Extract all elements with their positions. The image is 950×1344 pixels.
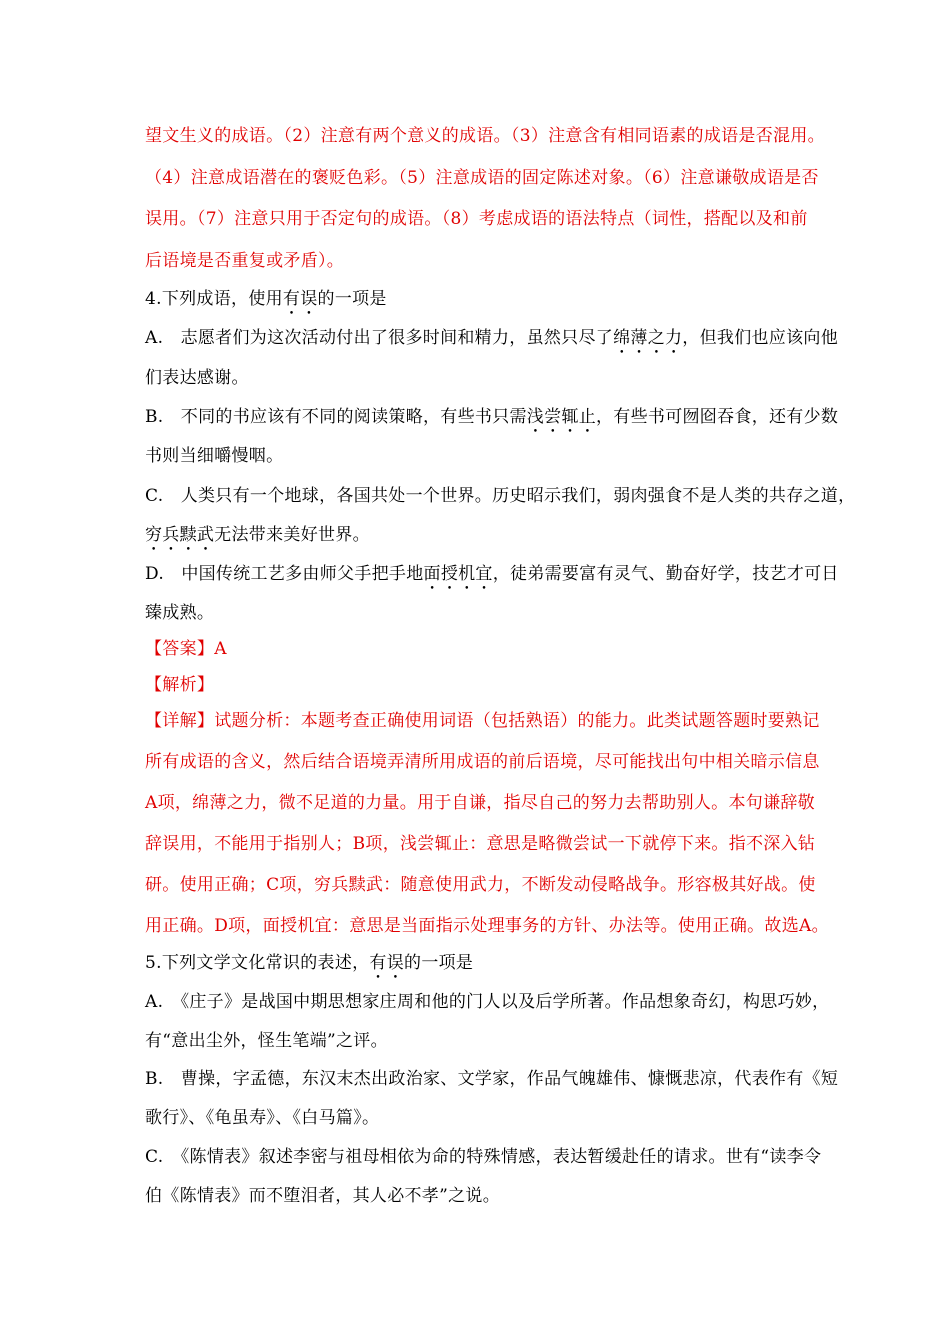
- q5-stem-emphasis: 有误: [369, 953, 405, 973]
- q5-stem-text-end: 的一项是: [404, 953, 474, 973]
- q4-c-text-end: 无法带来美好世界。: [214, 525, 370, 545]
- q4-stem-text-end: 的一项是: [317, 289, 387, 309]
- q4-detail-line-6: 用正确。D项，面授机宜：意思是当面指示处理事务的方针、办法等。使用正确。故选A。: [145, 916, 829, 936]
- q4-option-b-line-2: 书则当细嚼慢咽。: [145, 446, 284, 466]
- analysis-line-2: （4）注意成语潜在的褒贬色彩。（5）注意成语的固定陈述对象。（6）注意谦敬成语是否: [145, 168, 819, 188]
- q4-detail-line-2: 所有成语的含义，然后结合语境弄清所用成语的前后语境，尽可能找出句中相关暗示信息: [145, 752, 820, 772]
- q5-stem-text: 5.下列文学文化常识的表述，: [145, 953, 370, 973]
- q4-stem-emphasis: 有误: [282, 289, 318, 309]
- q5-option-a-line-1: A. 《庄子》是战国中期思想家庄周和他的门人以及后学所著。作品想象奇幻，构思巧妙，: [145, 992, 830, 1012]
- analysis-line-4: 后语境是否重复或矛盾）。: [145, 251, 345, 271]
- q4-b-text: B. 不同的书应该有不同的阅读策略，有些书只需: [145, 407, 527, 427]
- q4-a-text: A. 志愿者们为这次活动付出了很多时间和精力，虽然只尽了: [145, 328, 614, 348]
- q4-option-c-line-2: [145, 523, 810, 555]
- q4-analysis-tag: 【解析】: [145, 675, 215, 695]
- q4-d-text-end: ，徒弟需要富有灵气、勤奋好学，技艺才可日: [492, 564, 839, 584]
- answer-value: A: [214, 639, 227, 659]
- q4-answer: [145, 637, 810, 661]
- answer-tag: 【答案】: [145, 639, 215, 659]
- q4-option-b-line-1: [145, 405, 839, 437]
- analysis-line-1: 望文生义的成语。（2）注意有两个意义的成语。（3）注意含有相同语素的成语是否混用。: [145, 126, 825, 146]
- q4-b-text-end: ，有些书可囫囵吞食，还有少数: [596, 407, 839, 427]
- q4-detail-line-1: 【详解】试题分析：本题考查正确使用词语（包括熟语）的能力。此类试题答题时要熟记: [145, 711, 820, 731]
- q5-option-b-line-1: B. 曹操，字孟德，东汉末杰出政治家、文学家，作品气魄雄伟、慷慨悲凉，代表作有《短: [145, 1069, 839, 1089]
- q4-a-text-end: ，但我们也应该向他: [682, 328, 838, 348]
- q4-option-a-line-2: 们表达感谢。: [145, 368, 249, 388]
- q5-option-b-line-2: 歌行》、《龟虽寿》、《白马篇》。: [145, 1108, 380, 1128]
- q4-option-c-line-1: C. 人类只有一个地球，各国共处一个世界。历史昭示我们，弱肉强食不是人类的共存之道，: [145, 486, 856, 506]
- q4-detail-line-5: 研。使用正确；C项，穷兵黩武：随意使用武力，不断发动侵略战争。形容极其好战。使: [145, 875, 816, 895]
- q4-option-a-line-1: [145, 326, 838, 358]
- q4-stem-text: 4.下列成语，使用: [145, 289, 283, 309]
- q5-option-c-line-1: C. 《陈情表》叙述李密与祖母相依为命的特殊情感，表达暂缓赴任的请求。世有“读李令: [145, 1147, 822, 1167]
- q4-detail-line-4: 辞误用，不能用于指别人；B项，浅尝辄止：意思是略微尝试一下就停下来。指不深入钻: [145, 834, 816, 854]
- q4-d-text: D. 中国传统工艺多由师父手把手地: [145, 564, 424, 584]
- q4-stem: [145, 287, 810, 319]
- q4-option-d-line-2: 臻成熟。: [145, 603, 215, 623]
- q4-b-idiom: 浅尝辄止: [526, 407, 596, 427]
- q5-stem: [145, 951, 810, 983]
- q5-option-a-line-2: 有“意出尘外，怪生笔端”之评。: [145, 1031, 388, 1051]
- analysis-line-3: 误用。（7）注意只用于否定句的成语。（8）考虑成语的语法特点（词性，搭配以及和前: [145, 209, 808, 229]
- q4-c-idiom: 穷兵黩武: [145, 525, 215, 545]
- q4-option-d-line-1: [145, 562, 839, 594]
- q4-detail-line-3: A项，绵薄之力，微不足道的力量。用于自谦，指尽自己的努力去帮助别人。本句谦辞敬: [145, 793, 815, 813]
- q5-option-c-line-2: 伯《陈情表》而不堕泪者，其人必不孝”之说。: [145, 1186, 500, 1206]
- q4-d-idiom: 面授机宜: [423, 564, 493, 584]
- q4-a-idiom: 绵薄之力: [613, 328, 683, 348]
